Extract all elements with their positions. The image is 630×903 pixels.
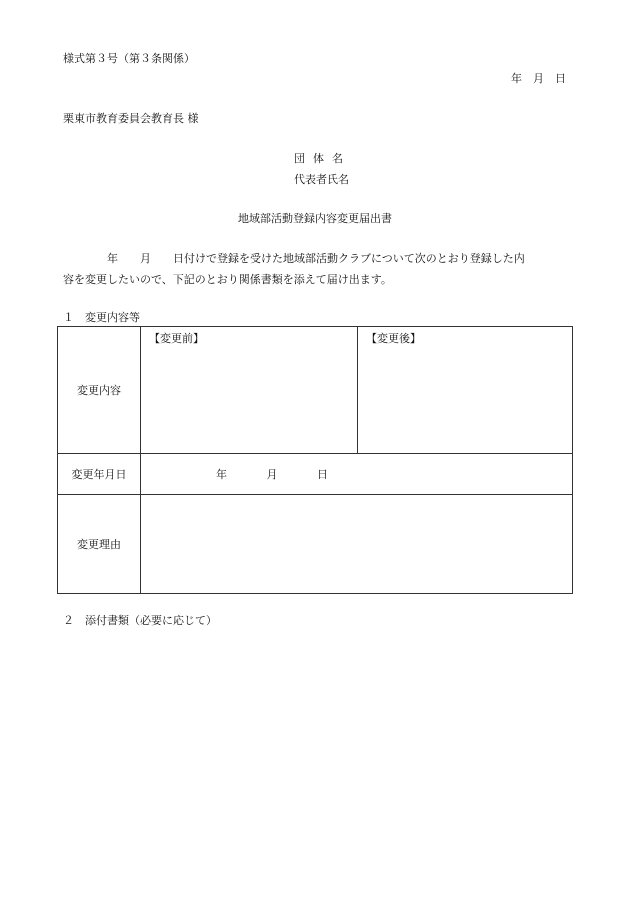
section-1-heading: １ 変更内容等: [63, 311, 140, 324]
change-date-label: 変更年月日: [58, 454, 141, 495]
body-text-line-1: 年 月 日付けで登録を受けた地域部活動クラブについて次のとおり登録した内: [63, 252, 525, 265]
body-text-line-2: 容を変更したいので、下記のとおり関係書類を添えて届け出ます。: [63, 273, 392, 286]
change-date-month: 月: [266, 468, 278, 481]
document-title: 地域部活動登録内容変更届出書: [238, 212, 392, 225]
table-row: [58, 454, 573, 495]
change-content-label: 変更内容: [58, 327, 141, 454]
table-row: [58, 495, 573, 594]
addressee: 栗東市教育委員会教育長 様: [63, 112, 199, 125]
change-reason-cell[interactable]: [141, 495, 573, 594]
change-date-year: 年: [216, 468, 227, 481]
change-date-day: 日: [317, 468, 328, 481]
section-2-heading: ２ 添付書類（必要に応じて）: [63, 614, 217, 627]
after-change-cell[interactable]: [358, 327, 573, 454]
organization-name-label: 団体名: [294, 152, 351, 165]
table-row: [58, 327, 573, 454]
change-reason-label: 変更理由: [58, 495, 141, 594]
before-change-cell[interactable]: [141, 327, 358, 454]
after-change-label: 【変更後】: [366, 332, 421, 345]
change-details-table: [57, 326, 573, 594]
representative-name-label: 代表者氏名: [294, 173, 349, 186]
submission-date-line: 年 月 日: [511, 72, 566, 85]
before-change-label: 【変更前】: [149, 332, 204, 345]
change-date-cell[interactable]: [141, 454, 573, 495]
form-number: 様式第３号（第３条関係）: [63, 52, 195, 65]
